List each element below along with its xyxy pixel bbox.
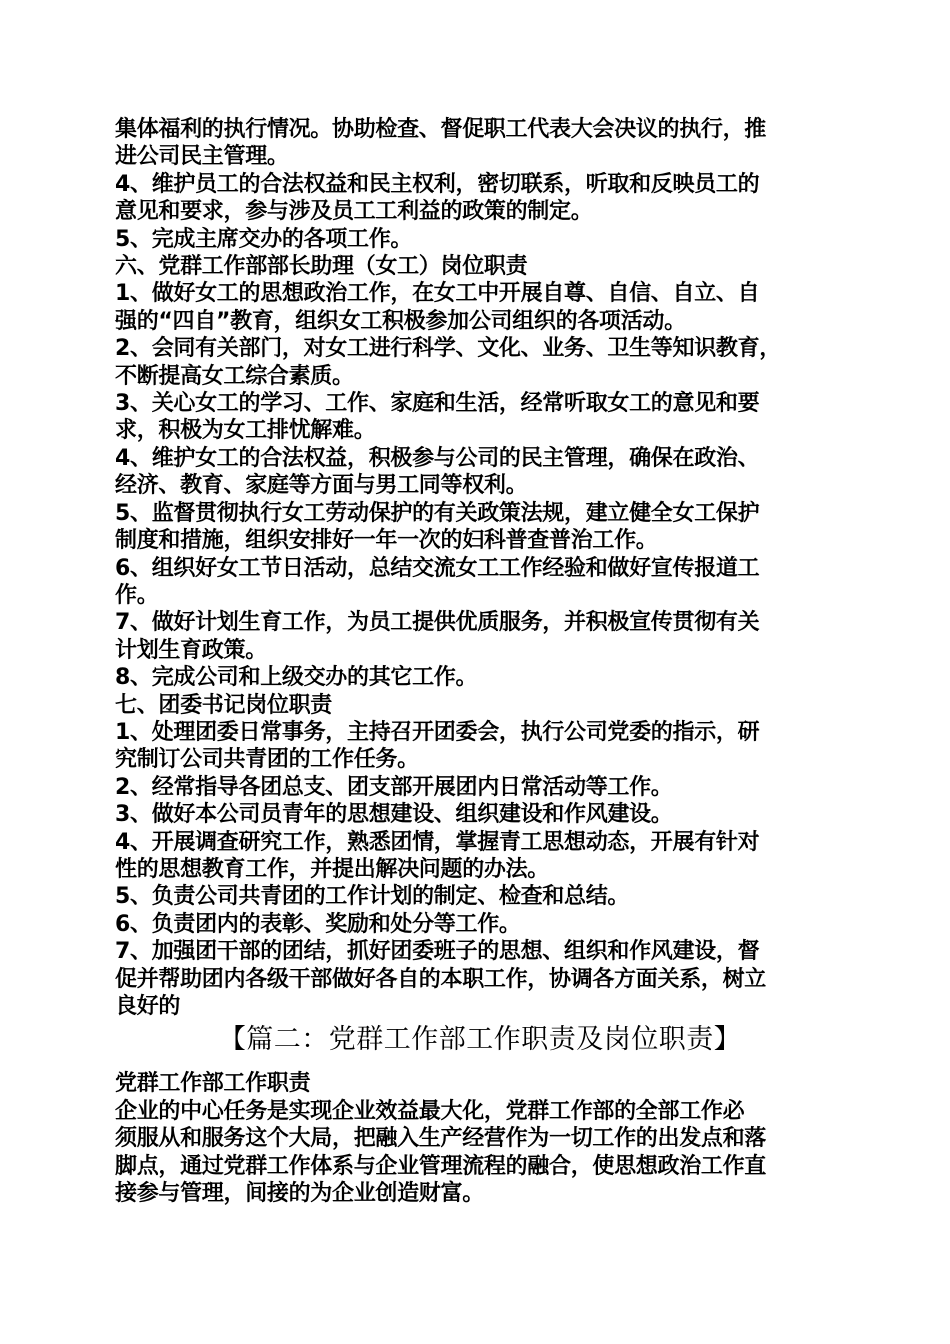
- text-line: 4、维护女工的合法权益，积极参与公司的民主管理，确保在政治、: [115, 445, 760, 471]
- text-line: 7、做好计划生育工作，为员工提供优质服务，并积极宣传贯彻有关: [115, 610, 760, 636]
- text-line: 良好的: [115, 994, 181, 1019]
- text-line: 须服从和服务这个大局，把融入生产经营作为一切工作的出发点和落: [115, 1126, 767, 1152]
- text-line: 5、负责公司共青团的工作计划的制定、检查和总结。: [115, 884, 630, 910]
- text-line: 不断提高女工综合素质。: [115, 363, 354, 389]
- text-line: 意见和要求，参与涉及员工工利益的政策的制定。: [115, 199, 593, 225]
- text-line: 1、做好女工的思想政治工作，在女工中开展自尊、自信、自立、自: [115, 281, 760, 307]
- text-line: 接参与管理，间接的为企业创造财富。: [115, 1181, 484, 1207]
- text-line: 7、加强团干部的团结，抓好团委班子的思想、组织和作风建设，督: [115, 939, 760, 965]
- text-line: 进公司民主管理。: [115, 144, 289, 170]
- text-line: 集体福利的执行情况。协助检查、督促职工代表大会决议的执行，推: [115, 117, 767, 142]
- text-line: 6、组织好女工节日活动，总结交流女工工作经验和做好宣传报道工: [115, 555, 760, 581]
- text-line: 求，积极为女工排忧解难。: [115, 418, 376, 444]
- text-line: 8、完成公司和上级交办的其它工作。: [115, 665, 478, 691]
- text-line: 制度和措施，组织安排好一年一次的妇科普查普治工作。: [115, 528, 658, 554]
- text-line: 党群工作部工作职责: [115, 1071, 311, 1097]
- text-line: 作。: [115, 582, 159, 608]
- text-line: 2、经常指导各团总支、团支部开展团内日常活动等工作。: [115, 774, 673, 800]
- text-line: 促并帮助团内各级干部做好各自的本职工作，协调各方面关系，树立: [115, 966, 767, 992]
- text-line: 六、党群工作部部长助理（女工）岗位职责: [115, 254, 528, 280]
- text-line: 3、关心女工的学习、工作、家庭和生活，经常听取女工的意见和要: [115, 391, 760, 417]
- section-part1: [115, 116, 845, 1020]
- text-line: 计划生育政策。: [115, 637, 267, 663]
- document-page: [115, 116, 845, 1207]
- section-part2: [115, 1070, 845, 1207]
- text-line: 七、团委书记岗位职责: [115, 692, 333, 718]
- text-line: 究制订公司共青团的工作任务。: [115, 747, 419, 773]
- section-title: 【篇二：党群工作部工作职责及岗位职责】: [218, 1024, 742, 1056]
- text-line: 经济、教育、家庭等方面与男工同等权利。: [115, 473, 528, 499]
- text-line: 6、负责团内的表彰、奖励和处分等工作。: [115, 911, 521, 937]
- text-line: 性的思想教育工作，并提出解决问题的办法。: [115, 856, 550, 882]
- text-line: 3、做好本公司员青年的思想建设、组织建设和作风建设。: [115, 802, 673, 828]
- text-line: 脚点，通过党群工作体系与企业管理流程的融合，使思想政治工作直: [115, 1153, 767, 1179]
- text-line: 1、处理团委日常事务，主持召开团委会，执行公司党委的指示，研: [115, 719, 760, 745]
- text-line: 4、开展调查研究工作，熟悉团情，掌握青工思想动态，开展有针对: [115, 829, 760, 855]
- text-line: 企业的中心任务是实现企业效益最大化，党群工作部的全部工作必: [115, 1098, 745, 1124]
- text-line: 5、监督贯彻执行女工劳动保护的有关政策法规，建立健全女工保护: [115, 500, 760, 526]
- text-line: 2、会同有关部门，对女工进行科学、文化、业务、卫生等知识教育，: [115, 336, 782, 362]
- text-line: 强的“四自”教育，组织女工积极参加公司组织的各项活动。: [115, 308, 686, 334]
- text-line: 5、完成主席交办的各项工作。: [115, 226, 413, 252]
- text-line: 4、维护员工的合法权益和民主权利，密切联系，听取和反映员工的: [115, 171, 760, 197]
